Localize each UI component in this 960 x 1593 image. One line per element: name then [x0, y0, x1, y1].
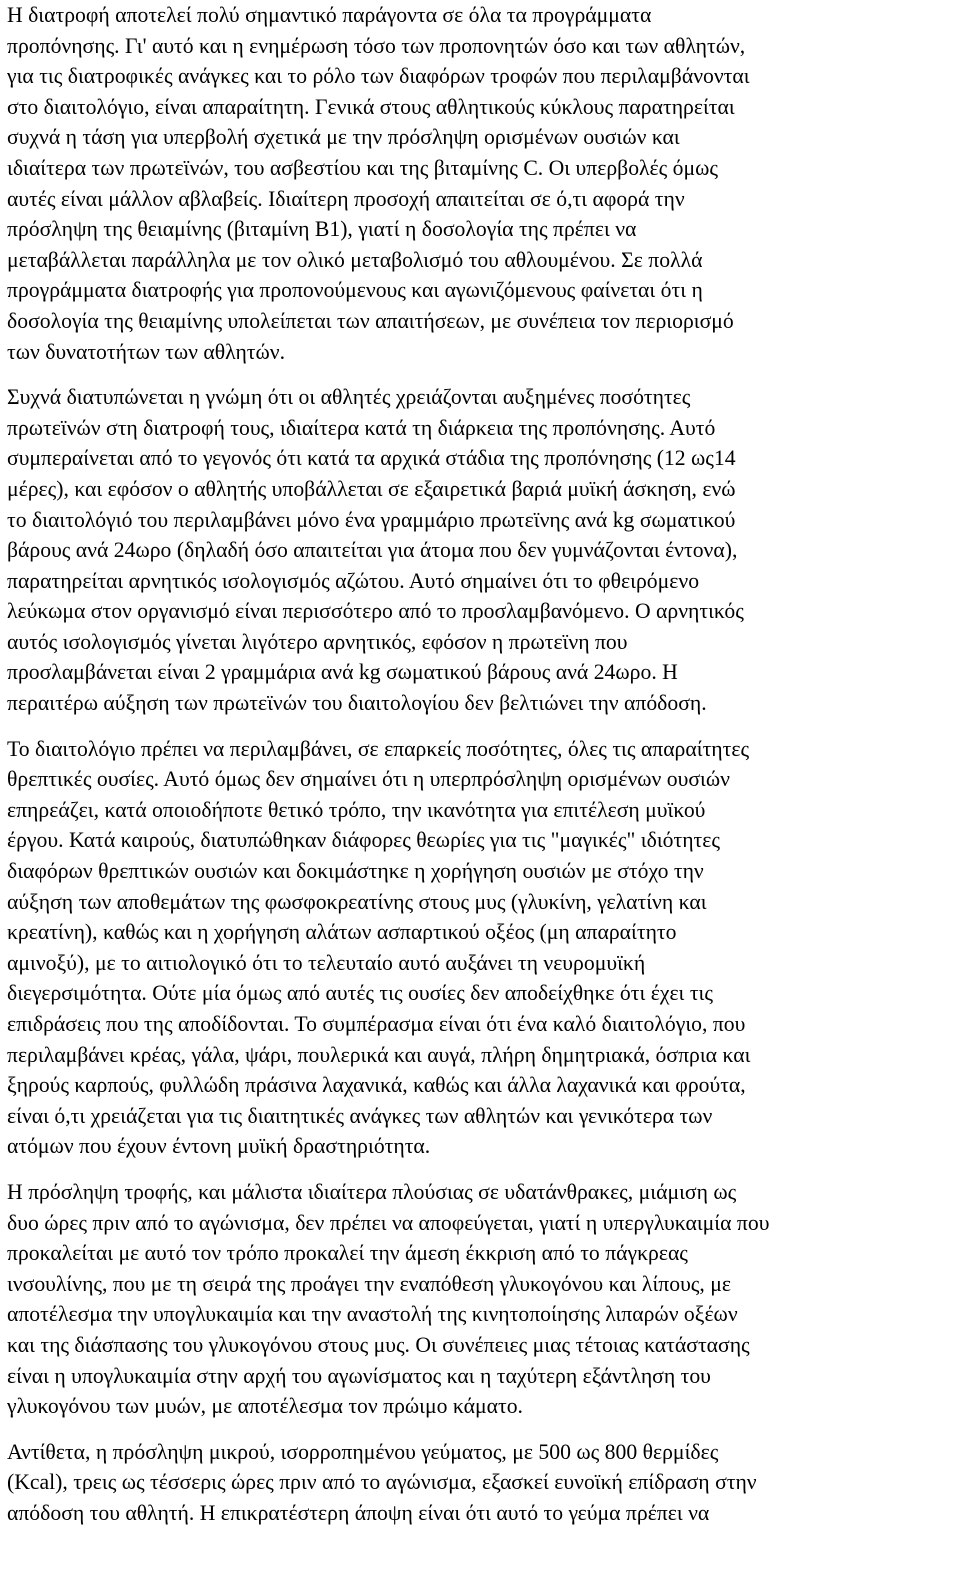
text-line: είναι ό,τι χρειάζεται για τις διαιτητικές ανάγκες των αθλητών και γενικότερα των [7, 1103, 713, 1128]
text-line: αυτές είναι μάλλον αβλαβείς. Ιδιαίτερη προσοχή απαιτείται σε ό,τι αφορά την [7, 186, 685, 211]
text-line: στο διαιτολόγιο, είναι απαραίτητη. Γενικά στους αθλητικούς κύκλους παρατηρείται [7, 94, 735, 119]
text-line: κρεατίνη), καθώς και η χορήγηση αλάτων ασπαρτικού οξέος (μη απαραίτητο [7, 920, 677, 945]
text-line: προπόνησης. Γι' αυτό και η ενημέρωση τόσο των προπονητών όσο και των αθλητών, [7, 33, 746, 58]
text-line: θρεπτικές ουσίες. Αυτό όμως δεν σημαίνει ότι η υπερπρόσληψη ορισμένων ουσιών [7, 767, 730, 792]
text-line: Η πρόσληψη τροφής, και μάλιστα ιδιαίτερα πλούσιας σε υδατάνθρακες, μιάμιση ως [7, 1179, 737, 1204]
text-line: των δυνατοτήτων των αθλητών. [7, 339, 286, 364]
text-line: Συχνά διατυπώνεται η γνώμη ότι οι αθλητές χρειάζονται αυξημένες ποσότητες [7, 385, 691, 410]
text-line: περαιτέρω αύξηση των πρωτεϊνών του διαιτολογίου δεν βελτιώνει την απόδοση. [7, 691, 707, 716]
text-line: ξηρούς καρπούς, φυλλώδη πράσινα λαχανικά, καθώς και άλλα λαχανικά και φρούτα, [7, 1073, 746, 1098]
text-line: προσλαμβάνεται είναι 2 γραμμάρια ανά kg σωματικού βάρους ανά 24ωρο. Η [7, 660, 678, 685]
text-line: αυτός ισολογισμός γίνεται λιγότερο αρνητικός, εφόσον η πρωτεϊνη που [7, 629, 628, 654]
text-line: προγράμματα διατροφής για προπονούμενους και αγωνιζόμενους φαίνεται ότι η [7, 278, 703, 303]
text-line: Το διαιτολόγιο πρέπει να περιλαμβάνει, σε επαρκείς ποσότητες, όλες τις απαραίτητες [7, 736, 750, 761]
text-line: έργου. Κατά καιρούς, διατυπώθηκαν διάφορες θεωρίες για τις "μαγικές" ιδιότητες [7, 828, 720, 853]
text-line: ατόμων που έχουν έντονη μυϊκή δραστηριότητα. [7, 1134, 431, 1159]
text-line: βάρους ανά 24ωρο (δηλαδή όσο απαιτείται για άτομα που δεν γυμνάζονται έντονα), [7, 538, 738, 563]
text-line: συχνά η τάση για υπερβολή σχετικά με την πρόσληψη ορισμένων ουσιών και [7, 125, 680, 150]
text-line: παρατηρείται αρνητικός ισολογισμός αζώτου. Αυτό σημαίνει ότι το φθειρόμενο [7, 568, 700, 593]
text-line: μεταβάλλεται παράλληλα με τον ολικό μεταβολισμό του αθλουμένου. Σε πολλά [7, 247, 703, 272]
text-line: επηρεάζει, κατά οποιοδήποτε θετικό τρόπο, την ικανότητα για επιτέλεση μυϊκού [7, 797, 706, 822]
text-line: ιδιαίτερα των πρωτεϊνών, του ασβεστίου και της βιταμίνης C. Οι υπερβολές όμως [7, 155, 719, 180]
paragraph-balanced-meal [7, 1437, 953, 1529]
text-line: λεύκωμα στον οργανισμό είναι περισσότερο από το προσλαμβανόμενο. Ο αρνητικός [7, 599, 744, 624]
text-line: απόδοση του αθλητή. Η επικρατέστερη άποψη είναι ότι αυτό το γεύμα πρέπει να [7, 1500, 710, 1525]
text-line: Αντίθετα, η πρόσληψη μικρού, ισορροπημένου γεύματος, με 500 ως 800 θερμίδες [7, 1439, 719, 1464]
document-page [7, 0, 953, 1544]
text-line: είναι η υπογλυκαιμία στην αρχή του αγωνίσματος και η ταχύτερη εξάντληση του [7, 1363, 711, 1388]
text-line: αύξηση των αποθεμάτων της φωσφοκρεατίνης στους μυς (γλυκίνη, γελατίνη και [7, 889, 707, 914]
text-line: δυο ώρες πριν από το αγώνισμα, δεν πρέπει να αποφεύγεται, γιατί η υπεργλυκαιμία που [7, 1210, 770, 1235]
text-line: αμινοξύ), με το αιτιολογικό ότι το τελευταίο αυτό αυξάνει τη νευρομυϊκή [7, 950, 646, 975]
text-line: αποτέλεσμα την υπογλυκαιμία και την αναστολή της κινητοποίησης λιπαρών οξέων [7, 1302, 738, 1327]
text-line: πρωτεϊνών στη διατροφή τους, ιδιαίτερα κατά τη διάρκεια της προπόνησης. Αυτό [7, 415, 716, 440]
text-line: για τις διατροφικές ανάγκες και το ρόλο των διαφόρων τροφών που περιλαμβάνονται [7, 64, 750, 89]
text-line: πρόσληψη της θειαμίνης (βιταμίνη B1), γιατί η δοσολογία της πρέπει να [7, 217, 637, 242]
text-line: το διαιτολόγιό του περιλαμβάνει μόνο ένα γραμμάριο πρωτεϊνης ανά kg σωματικού [7, 507, 736, 532]
paragraph-pre-competition-meal [7, 1177, 953, 1422]
text-line: (Kcal), τρεις ως τέσσερις ώρες πριν από το αγώνισμα, εξασκεί ευνοϊκή επίδραση στην [7, 1470, 757, 1495]
paragraph-nutrition-intro [7, 0, 953, 367]
text-line: Η διατροφή αποτελεί πολύ σημαντικό παράγοντα σε όλα τα προγράμματα [7, 3, 652, 27]
text-line: δοσολογία της θειαμίνης υπολείπεται των απαιτήσεων, με συνέπεια τον περιορισμό [7, 308, 734, 333]
text-line: επιδράσεις που της αποδίδονται. Το συμπέρασμα είναι ότι ένα καλό διαιτολόγιο, που [7, 1012, 746, 1036]
text-line: ινσουλίνης, που με τη σειρά της προάγει την εναπόθεση γλυκογόνου και λίπους, με [7, 1271, 731, 1296]
text-line: προκαλείται με αυτό τον τρόπο προκαλεί την άμεση έκκριση από το πάγκρεας [7, 1241, 688, 1266]
paragraph-protein-needs [7, 382, 953, 719]
paragraph-diet-nutrients [7, 734, 953, 1162]
text-line: και της διάσπασης του γλυκογόνου στους μυς. Οι συνέπειες μιας τέτοιας κατάστασης [7, 1332, 750, 1357]
text-line: περιλαμβάνει κρέας, γάλα, ψάρι, πουλερικά και αυγά, πλήρη δημητριακά, όσπρια και [7, 1042, 751, 1067]
text-line: συμπεραίνεται από το γεγονός ότι κατά τα αρχικά στάδια της προπόνησης (12 ως14 [7, 446, 736, 471]
text-line: μέρες), και εφόσον ο αθλητής υποβάλλεται σε εξαιρετικά βαριά μυϊκή άσκηση, ενώ [7, 476, 736, 501]
text-line: διαφόρων θρεπτικών ουσιών και δοκιμάστηκε η χορήγηση ουσιών με στόχο την [7, 859, 704, 884]
text-line: γλυκογόνου των μυών, με αποτέλεσμα τον πρώιμο κάματο. [7, 1394, 523, 1419]
text-line: διεγερσιμότητα. Ούτε μία όμως από αυτές τις ουσίες δεν αποδείχθηκε ότι έχει τις [7, 981, 713, 1006]
